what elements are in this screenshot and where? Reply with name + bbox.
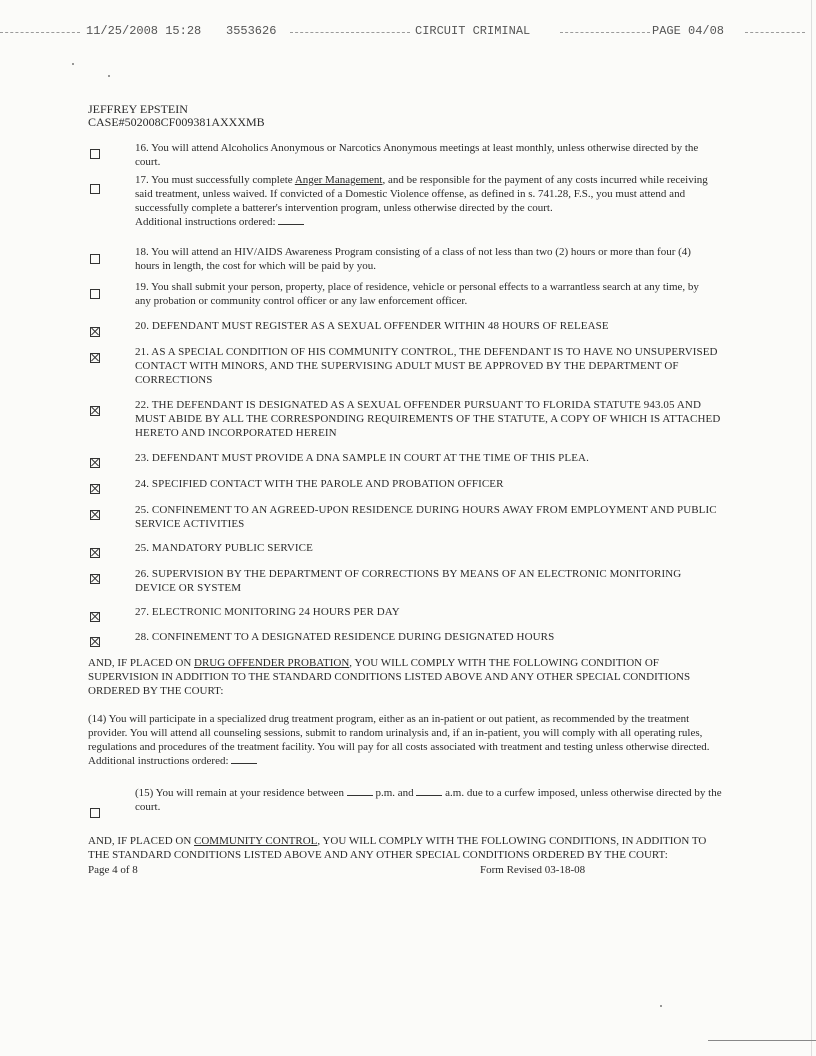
condition-22-checkbox[interactable] bbox=[90, 406, 100, 416]
condition-16-checkbox[interactable] bbox=[90, 149, 100, 159]
condition-25b-checkbox[interactable] bbox=[90, 548, 100, 558]
anger-management-link: Anger Management bbox=[294, 174, 383, 186]
condition-17-extra: Additional instructions ordered: bbox=[135, 216, 276, 228]
curfew-am-blank[interactable] bbox=[416, 786, 442, 796]
scan-speck bbox=[108, 75, 110, 77]
condition-25: 25. CONFINEMENT TO AN AGREED-UPON RESIDENCE DURING HOURS AWAY FROM EMPLOYMENT AND PUBLIC SERVICE ACTIVITIES bbox=[135, 504, 717, 530]
condition-18-checkbox[interactable] bbox=[90, 254, 100, 264]
condition-17-pre: 17. You must successfully complete bbox=[135, 174, 295, 186]
scan-edge bbox=[811, 0, 812, 1056]
fax-number: 3553626 bbox=[226, 24, 277, 38]
case-number: CASE#502008CF009381AXXXMB bbox=[88, 115, 265, 129]
condition-27: 27. ELECTRONIC MONITORING 24 HOURS PER DAY bbox=[135, 606, 400, 618]
condition-18: 18. You will attend an HIV/AIDS Awareness Program consisting of a class of not less than two (2) hours or more than four (4) hours in length, the cost for which will be paid by you. bbox=[135, 246, 691, 272]
defendant-name: JEFFREY EPSTEIN bbox=[88, 102, 188, 116]
condition-15-checkbox[interactable] bbox=[90, 808, 100, 818]
condition-15-a: (15) You will remain at your residence between bbox=[135, 787, 344, 799]
condition-19: 19. You shall submit your person, property, place of residence, vehicle or personal effects to a warrantless search at any time, by any probation or community control officer or any law enforcement officer. bbox=[135, 281, 699, 307]
scan-speck bbox=[660, 1005, 662, 1007]
condition-23: 23. DEFENDANT MUST PROVIDE A DNA SAMPLE IN COURT AT THE TIME OF THIS PLEA. bbox=[135, 452, 589, 464]
condition-21-checkbox[interactable] bbox=[90, 353, 100, 363]
community-section-post: , YOU WILL COMPLY WITH THE FOLLOWING CONDITIONS, IN ADDITION TO THE STANDARD CONDITIONS LISTED ABOVE AND ANY OTHER SPECIAL CONDITIONS ORDERED BY THE COURT: bbox=[88, 835, 707, 861]
condition-17 bbox=[135, 173, 725, 229]
condition-20: 20. DEFENDANT MUST REGISTER AS A SEXUAL OFFENDER WITHIN 48 HOURS OF RELEASE bbox=[135, 320, 609, 332]
fax-header bbox=[0, 10, 816, 44]
condition-15-c: a.m. due to a curfew imposed, unless otherwise directed by the court. bbox=[135, 787, 722, 813]
scan-speck bbox=[72, 63, 74, 65]
fax-page: PAGE 04/08 bbox=[652, 24, 725, 38]
condition-24: 24. SPECIFIED CONTACT WITH THE PAROLE AND PROBATION OFFICER bbox=[135, 478, 504, 490]
condition-25-checkbox[interactable] bbox=[90, 510, 100, 520]
condition-22: 22. THE DEFENDANT IS DESIGNATED AS A SEXUAL OFFENDER PURSUANT TO FLORIDA STATUTE 943.05 AND MUST ABIDE BY ALL THE CORRESPONDING REQUIREMENTS OF THE STATUTE, A COPY OF WHICH IS ATTACHED HERETO AND INCORPORATED HEREIN bbox=[135, 399, 721, 439]
condition-17-post: , and be responsible for the payment of any costs incurred while receiving said treatment, unless waived. If convicted of a Domestic Violence offense, as defined in s. 741.28, F.S., you must attend and successfully complete a batterer's intervention program, unless otherwise directed by the court. bbox=[135, 174, 708, 214]
community-control-link: COMMUNITY CONTROL bbox=[194, 835, 318, 847]
drug-section-post: , YOU WILL COMPLY WITH THE FOLLOWING CONDITION OF SUPERVISION IN ADDITION TO THE STANDARD CONDITIONS LISTED ABOVE AND ANY OTHER SPECIAL CONDITIONS ORDERED BY THE COURT: bbox=[88, 657, 691, 697]
form-revision: Form Revised 03-18-08 bbox=[480, 864, 586, 876]
drug-offender-probation-link: DRUG OFFENDER PROBATION bbox=[194, 657, 350, 669]
document-header bbox=[88, 103, 265, 129]
drug-section-pre: AND, IF PLACED ON bbox=[88, 657, 195, 669]
fax-department: CIRCUIT CRIMINAL bbox=[415, 24, 531, 38]
condition-16: 16. You will attend Alcoholics Anonymous or Narcotics Anonymous meetings at least monthly, unless otherwise directed by the court. bbox=[135, 142, 699, 168]
condition-24-checkbox[interactable] bbox=[90, 484, 100, 494]
fax-datetime: 11/25/2008 15:28 bbox=[86, 24, 202, 38]
condition-14-blank[interactable] bbox=[231, 754, 257, 764]
condition-25b: 25. MANDATORY PUBLIC SERVICE bbox=[135, 542, 313, 554]
condition-19-checkbox[interactable] bbox=[90, 289, 100, 299]
drug-offender-section bbox=[88, 656, 708, 698]
condition-27-checkbox[interactable] bbox=[90, 612, 100, 622]
condition-28: 28. CONFINEMENT TO A DESIGNATED RESIDENCE DURING DESIGNATED HOURS bbox=[135, 631, 555, 643]
community-control-section bbox=[88, 834, 708, 862]
condition-20-checkbox[interactable] bbox=[90, 327, 100, 337]
condition-17-blank[interactable] bbox=[278, 215, 304, 225]
condition-15 bbox=[135, 786, 735, 814]
community-section-pre: AND, IF PLACED ON bbox=[88, 835, 195, 847]
condition-14-extra: Additional instructions ordered: bbox=[88, 755, 229, 767]
condition-23-checkbox[interactable] bbox=[90, 458, 100, 468]
page-number: Page 4 of 8 bbox=[88, 864, 138, 876]
condition-28-checkbox[interactable] bbox=[90, 637, 100, 647]
condition-14-text: (14) You will participate in a specialized drug treatment program, either as an in-patient or out patient, as recommended by the treatment provider. You will attend all counseling sessions, submit to random urinalysis and, if an in-patient, you will comply with all operating rules, regulations and procedures of the treatment facility. You will pay for all costs associated with treatment and testing unless otherwise directed. bbox=[88, 713, 710, 753]
scan-edge-bottom bbox=[708, 1040, 816, 1041]
condition-26: 26. SUPERVISION BY THE DEPARTMENT OF CORRECTIONS BY MEANS OF AN ELECTRONIC MONITORING DEVICE OR SYSTEM bbox=[135, 568, 682, 594]
condition-15-b: p.m. and bbox=[375, 787, 414, 799]
curfew-pm-blank[interactable] bbox=[347, 786, 373, 796]
condition-21: 21. AS A SPECIAL CONDITION OF HIS COMMUNITY CONTROL, THE DEFENDANT IS TO HAVE NO UNSUPERVISED CONTACT WITH MINORS, AND THE SUPERVISING ADULT MUST BE APPROVED BY THE DEPARTMENT OF CORRECTIONS bbox=[135, 346, 718, 386]
condition-26-checkbox[interactable] bbox=[90, 574, 100, 584]
condition-17-checkbox[interactable] bbox=[90, 184, 100, 194]
condition-14 bbox=[88, 712, 728, 768]
